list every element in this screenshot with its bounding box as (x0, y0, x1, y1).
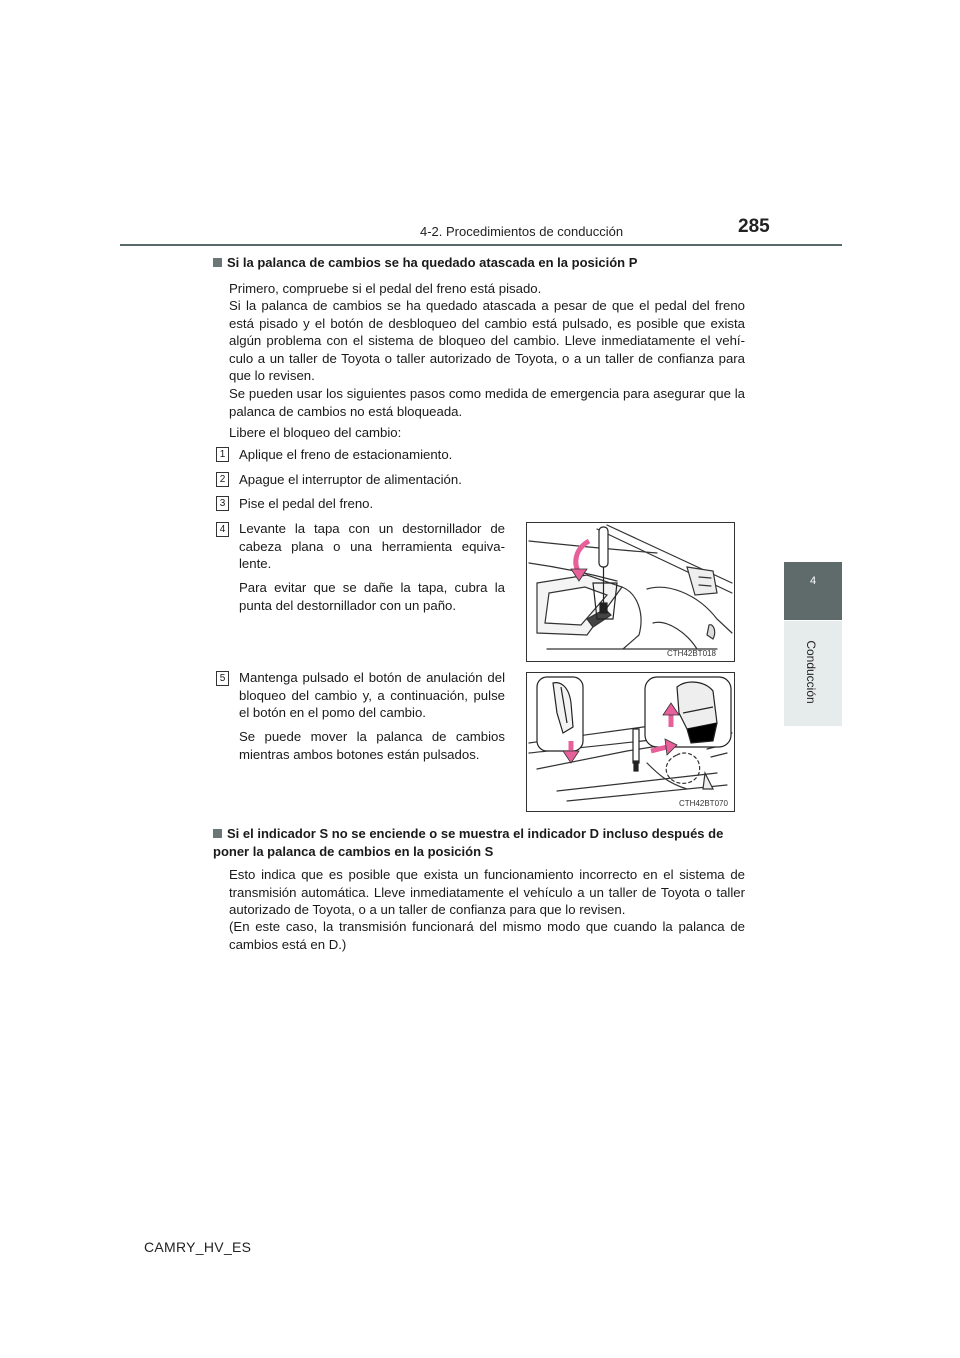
section1-paragraph-1: Primero, compruebe si el pedal del freno está pisado. (229, 281, 542, 296)
figure-remove-cap-illustration (527, 523, 734, 661)
section-heading-p-lock: Si la palanca de cambios se ha quedado atascada en la posición P (213, 254, 753, 272)
step-number-badge: 5 (216, 671, 229, 686)
step-5-text: Mantenga pulsado el botón de anulación del bloqueo del cambio y, a continuación, pulse el botón en el pomo del cambio. (239, 670, 505, 720)
figure-remove-cap (526, 522, 735, 662)
step-3-text: Pise el pedal del freno. (239, 496, 374, 511)
heading-bullet-icon (213, 829, 222, 838)
section2-paragraph-2: (En este caso, la transmisión funcionará del mismo modo que cuando la palanca de cambios está en D.) (229, 919, 745, 952)
section-heading-s-indicator: Si el indicador S no se enciende o se muestra el indicador D incluso después de poner la palanca de cambios en la posición S (213, 826, 724, 859)
figure-code: CTH42BT070 (679, 799, 728, 808)
step-4-note: Para evitar que se dañe la tapa, cubra la punta del destornillador con un paño. (239, 580, 505, 613)
heading-bullet-icon (213, 258, 222, 267)
section1-paragraph-2: Si la palanca de cambios se ha quedado atascada a pesar de que el pedal del freno está pisado y el botón de desbloqueo del cambio está pulsado, es posible que exista algún problema con el sistema de bloqueo del cambio. Lleve inmediatamente el vehí-culo a un taller de Toyota o taller autorizado de Toyota, o a un taller de confianza para que lo revisen. (229, 298, 745, 383)
header-section-title: 4-2. Procedimientos de conducción (420, 224, 624, 239)
page-number: 285 (738, 216, 770, 237)
header-rule (120, 244, 842, 246)
chapter-tab-number: 4 (809, 575, 817, 587)
section2-paragraph-1: Esto indica que es posible que exista un funcionamiento incorrecto en el sistema de transmisión automática. Lleve inmediatamente el vehículo a un taller de Toyota o taller autorizado de Toyota, o a un taller de confianza para que lo revisen. (229, 867, 745, 917)
steps-intro: Libere el bloqueo del cambio: (229, 425, 402, 440)
step-number-badge: 4 (216, 522, 229, 537)
chapter-tab-label: Conducción (804, 640, 818, 704)
step-number-badge: 1 (216, 447, 229, 462)
step-5-note: Se puede mover la palanca de cambios mientras ambos botones están pulsados. (239, 729, 505, 762)
figure-shift-unlock (526, 672, 735, 812)
step-2-text: Apague el interruptor de alimentación. (239, 472, 462, 487)
footer-model-code: CAMRY_HV_ES (144, 1239, 252, 1255)
figure-shift-unlock-illustration (527, 673, 734, 811)
section1-paragraph-3: Se pueden usar los siguientes pasos como medida de emergencia para asegurar que la palanca de cambios no está bloqueada. (229, 386, 745, 419)
step-1-text: Aplique el freno de estacionamiento. (239, 447, 453, 462)
step-number-badge: 3 (216, 496, 229, 511)
figure-code: CTH42BT018 (667, 649, 716, 658)
step-number-badge: 2 (216, 472, 229, 487)
step-4-text: Levante la tapa con un destornillador de cabeza plana o una herramienta equiva-lente. (239, 521, 505, 571)
